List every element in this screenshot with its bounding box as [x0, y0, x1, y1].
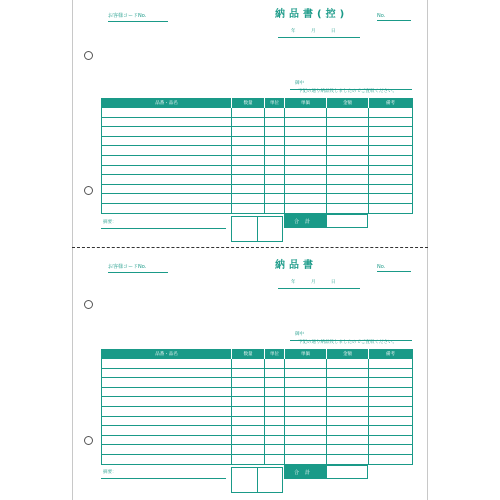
- table-cell: [327, 165, 369, 175]
- table-cell: [102, 368, 232, 378]
- table-cell: [285, 175, 327, 185]
- table-cell: [265, 426, 285, 436]
- table-cell: [285, 435, 327, 445]
- table-cell: [265, 378, 285, 388]
- table-row: [102, 445, 413, 455]
- date-line: [278, 288, 360, 289]
- table-row: [102, 359, 413, 369]
- table-cell: [232, 426, 265, 436]
- table-cell: [232, 378, 265, 388]
- table-row: [102, 194, 413, 204]
- table-cell: [265, 435, 285, 445]
- slip-title: 納品書(控): [275, 9, 349, 20]
- table-row: [102, 416, 413, 426]
- table-cell: [327, 435, 369, 445]
- table-cell: [232, 175, 265, 185]
- remarks-label: 摘要：: [103, 470, 117, 475]
- table-row: [102, 203, 413, 213]
- table-cell: [232, 136, 265, 146]
- table-cell: [285, 445, 327, 455]
- table-cell: [102, 203, 232, 213]
- table-cell: [285, 454, 327, 464]
- table-cell: [265, 397, 285, 407]
- table-cell: [232, 454, 265, 464]
- table-cell: [232, 108, 265, 118]
- table-cell: [285, 108, 327, 118]
- table-cell: [285, 397, 327, 407]
- table-cell: [369, 435, 413, 445]
- table-cell: [369, 397, 413, 407]
- table-cell: [102, 108, 232, 118]
- delivery-notice: 下記の通り納品致しましたのでご査収ください。: [298, 89, 397, 94]
- table-row: [102, 184, 413, 194]
- no-line: [377, 271, 411, 272]
- table-cell: [369, 203, 413, 213]
- table-row: [102, 146, 413, 156]
- perforation-line: [72, 247, 428, 248]
- table-cell: [102, 117, 232, 127]
- table-row: [102, 368, 413, 378]
- col-header-item: 品番・品名: [102, 99, 232, 108]
- table-cell: [327, 426, 369, 436]
- table-cell: [102, 435, 232, 445]
- total-label: 合計: [284, 214, 326, 228]
- table-cell: [327, 454, 369, 464]
- table-cell: [327, 127, 369, 137]
- table-cell: [265, 155, 285, 165]
- table-cell: [369, 117, 413, 127]
- table-cell: [327, 368, 369, 378]
- table-cell: [232, 155, 265, 165]
- table-cell: [265, 416, 285, 426]
- total-amount-box: [326, 465, 368, 479]
- table-cell: [265, 175, 285, 185]
- date-year-label: 年: [291, 280, 296, 285]
- table-row: [102, 435, 413, 445]
- table-cell: [102, 416, 232, 426]
- table-cell: [265, 194, 285, 204]
- table-cell: [327, 117, 369, 127]
- table-row: [102, 175, 413, 185]
- table-cell: [265, 136, 285, 146]
- col-header-qty: 数量: [232, 99, 265, 108]
- table-cell: [285, 184, 327, 194]
- table-cell: [232, 203, 265, 213]
- table-row: [102, 117, 413, 127]
- items-table: [101, 98, 413, 214]
- col-header-price: 単価: [285, 99, 327, 108]
- table-row: [102, 136, 413, 146]
- col-header-unit: 単位: [265, 350, 285, 359]
- table-cell: [285, 387, 327, 397]
- table-cell: [327, 155, 369, 165]
- table-cell: [102, 127, 232, 137]
- table-cell: [265, 387, 285, 397]
- table-cell: [102, 136, 232, 146]
- table-cell: [369, 155, 413, 165]
- table-cell: [327, 416, 369, 426]
- table-cell: [327, 445, 369, 455]
- recipient-suffix: 御中: [295, 332, 304, 337]
- table-cell: [327, 136, 369, 146]
- table-cell: [285, 155, 327, 165]
- table-cell: [369, 136, 413, 146]
- table-cell: [327, 378, 369, 388]
- recipient-suffix: 御中: [295, 81, 304, 86]
- table-cell: [285, 426, 327, 436]
- items-table: [101, 349, 413, 465]
- table-cell: [265, 165, 285, 175]
- table-cell: [102, 359, 232, 369]
- date-month-label: 月: [311, 280, 316, 285]
- no-label: No.: [377, 264, 386, 270]
- table-cell: [285, 406, 327, 416]
- table-cell: [369, 175, 413, 185]
- no-line: [377, 20, 411, 21]
- table-cell: [327, 203, 369, 213]
- table-cell: [369, 378, 413, 388]
- table-row: [102, 165, 413, 175]
- table-cell: [232, 368, 265, 378]
- table-cell: [327, 359, 369, 369]
- col-header-qty: 数量: [232, 350, 265, 359]
- col-header-price: 単価: [285, 350, 327, 359]
- table-cell: [102, 184, 232, 194]
- punch-hole: [84, 436, 93, 445]
- customer-code-line: [108, 21, 168, 22]
- table-cell: [265, 445, 285, 455]
- date-day-label: 日: [331, 280, 336, 285]
- col-header-remarks: 備考: [369, 99, 413, 108]
- table-cell: [265, 406, 285, 416]
- table-cell: [102, 397, 232, 407]
- table-cell: [369, 165, 413, 175]
- table-cell: [285, 378, 327, 388]
- table-cell: [265, 146, 285, 156]
- table-cell: [285, 127, 327, 137]
- delivery-notice: 下記の通り納品致しましたのでご査収ください。: [298, 340, 397, 345]
- col-header-remarks: 備考: [369, 350, 413, 359]
- table-cell: [327, 184, 369, 194]
- table-cell: [102, 387, 232, 397]
- table-cell: [232, 387, 265, 397]
- table-cell: [369, 416, 413, 426]
- table-cell: [327, 387, 369, 397]
- table-cell: [232, 127, 265, 137]
- table-cell: [369, 426, 413, 436]
- table-cell: [232, 397, 265, 407]
- table-cell: [265, 359, 285, 369]
- table-row: [102, 155, 413, 165]
- table-cell: [265, 368, 285, 378]
- table-cell: [232, 359, 265, 369]
- table-cell: [285, 165, 327, 175]
- punch-hole: [84, 300, 93, 309]
- table-cell: [285, 203, 327, 213]
- table-cell: [232, 416, 265, 426]
- table-cell: [327, 194, 369, 204]
- table-cell: [102, 194, 232, 204]
- seal-box: [231, 467, 283, 493]
- seal-box: [231, 216, 283, 242]
- table-cell: [265, 454, 285, 464]
- table-cell: [265, 127, 285, 137]
- punch-hole: [84, 186, 93, 195]
- table-row: [102, 108, 413, 118]
- table-cell: [285, 146, 327, 156]
- table-cell: [369, 406, 413, 416]
- table-cell: [369, 445, 413, 455]
- table-cell: [102, 165, 232, 175]
- customer-code-label: お客様コードNo.: [108, 13, 147, 19]
- table-row: [102, 454, 413, 464]
- date-year-label: 年: [291, 29, 296, 34]
- table-cell: [102, 445, 232, 455]
- customer-code-label: お客様コードNo.: [108, 264, 147, 270]
- table-cell: [285, 368, 327, 378]
- table-row: [102, 397, 413, 407]
- table-row: [102, 127, 413, 137]
- table-cell: [369, 359, 413, 369]
- table-cell: [369, 387, 413, 397]
- table-cell: [232, 406, 265, 416]
- table-cell: [265, 184, 285, 194]
- table-row: [102, 387, 413, 397]
- table-cell: [327, 175, 369, 185]
- table-cell: [232, 165, 265, 175]
- table-cell: [327, 146, 369, 156]
- date-month-label: 月: [311, 29, 316, 34]
- table-cell: [369, 368, 413, 378]
- col-header-unit: 単位: [265, 99, 285, 108]
- slip-title: 納品書: [275, 260, 317, 271]
- remarks-line: [101, 228, 226, 229]
- col-header-item: 品番・品名: [102, 350, 232, 359]
- table-cell: [102, 155, 232, 165]
- col-header-amount: 金額: [327, 99, 369, 108]
- table-cell: [369, 454, 413, 464]
- table-cell: [265, 108, 285, 118]
- total-amount-box: [326, 214, 368, 228]
- table-cell: [327, 406, 369, 416]
- table-cell: [102, 426, 232, 436]
- table-cell: [327, 108, 369, 118]
- table-cell: [285, 117, 327, 127]
- table-cell: [285, 416, 327, 426]
- total-label: 合計: [284, 465, 326, 479]
- table-cell: [369, 194, 413, 204]
- table-row: [102, 426, 413, 436]
- date-day-label: 日: [331, 29, 336, 34]
- table-cell: [265, 117, 285, 127]
- table-cell: [369, 184, 413, 194]
- table-cell: [102, 454, 232, 464]
- table-cell: [232, 184, 265, 194]
- table-cell: [232, 146, 265, 156]
- table-cell: [369, 127, 413, 137]
- table-cell: [102, 146, 232, 156]
- table-row: [102, 378, 413, 388]
- table-cell: [285, 359, 327, 369]
- table-cell: [102, 406, 232, 416]
- table-cell: [232, 117, 265, 127]
- remarks-label: 摘要：: [103, 220, 117, 225]
- table-cell: [369, 108, 413, 118]
- table-cell: [265, 203, 285, 213]
- table-cell: [285, 194, 327, 204]
- customer-code-line: [108, 272, 168, 273]
- col-header-amount: 金額: [327, 350, 369, 359]
- date-line: [278, 37, 360, 38]
- table-cell: [285, 136, 327, 146]
- punch-hole: [84, 51, 93, 60]
- no-label: No.: [377, 13, 386, 19]
- table-cell: [232, 445, 265, 455]
- table-cell: [232, 435, 265, 445]
- table-row: [102, 406, 413, 416]
- table-cell: [102, 378, 232, 388]
- table-cell: [327, 397, 369, 407]
- remarks-line: [101, 478, 226, 479]
- table-cell: [232, 194, 265, 204]
- table-cell: [102, 175, 232, 185]
- table-cell: [369, 146, 413, 156]
